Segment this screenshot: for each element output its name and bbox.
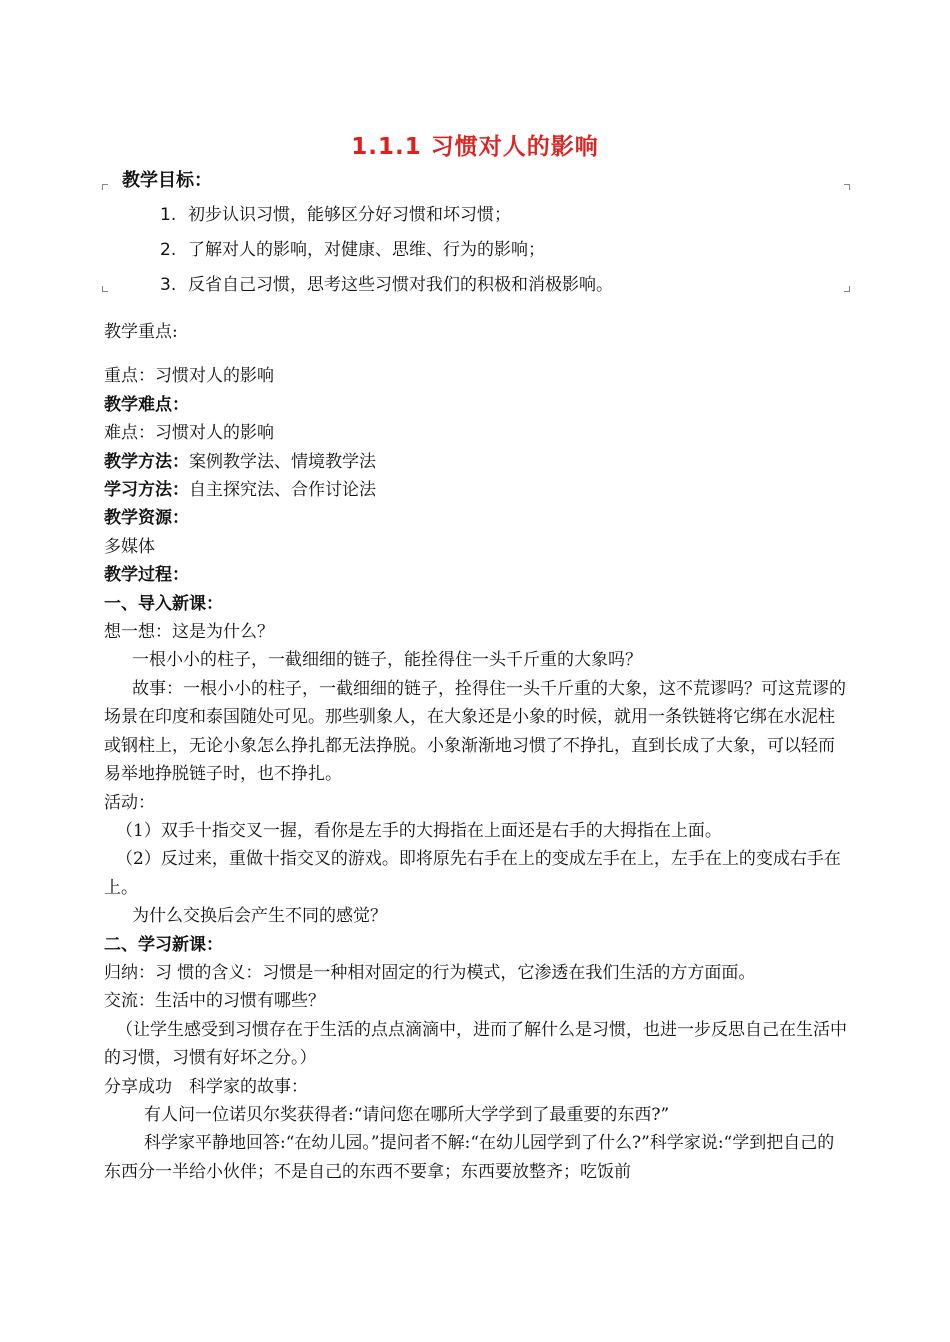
corner-mark — [102, 286, 108, 292]
teaching-goals-box — [104, 162, 848, 295]
note-paragraph: （让学生感受到习惯存在于生活的点点滴滴中，进而了解什么是习惯，也进一步反思自己在生活中的习惯，习惯有好坏之分。） — [104, 1019, 847, 1069]
activity-label: 活动： — [104, 792, 155, 813]
share-heading: 分享成功 科学家的故事： — [104, 1076, 308, 1097]
summary-paragraph: 归纳：习 惯的含义：习惯是一种相对固定的行为模式，它渗透在我们生活的方方面面。 — [104, 962, 756, 983]
goal-item — [160, 233, 613, 268]
process-label: 教学过程： — [104, 565, 189, 586]
teaching-method — [104, 448, 850, 476]
corner-mark — [844, 184, 850, 190]
question-paragraph: 一根小小的柱子，一截细细的链子，能拴得住一头千斤重的大象吗？ — [132, 650, 642, 671]
goals-list — [160, 198, 613, 303]
page-title: 1.1.1 习惯对人的影响 — [351, 134, 599, 160]
think-prompt: 想一想：这是为什么？ — [104, 622, 274, 643]
goal-text: 反省自己习惯，思考这些习惯对我们的积极和消极影响。 — [188, 275, 613, 295]
teaching-method-value: 案例教学法、情境教学法 — [189, 451, 376, 472]
section1-title: 一、导入新课： — [104, 593, 223, 614]
resources: 多媒体 — [104, 536, 155, 557]
difficulty: 难点：习惯对人的影响 — [104, 423, 274, 444]
key-points: 重点：习惯对人的影响 — [104, 366, 274, 387]
learning-method-value: 自主探究法、合作讨论法 — [189, 480, 376, 501]
story3-paragraph: 科学家平静地回答:“在幼儿园。”提问者不解:“在幼儿园学到了什么?”科学家说:“学到把自己的东西分一半给小伙伴；不是自己的东西不要拿；东西要放整齐；吃饭前 — [104, 1133, 835, 1182]
story2-paragraph: 有人问一位诺贝尔奖获得者:“请问您在哪所大学学到了最重要的东西?” — [144, 1104, 670, 1125]
activity-step-2: （2）反过来，重做十指交叉的游戏。即将原先右手在上的变成左手在上，左手在上的变成右手在上。 — [104, 849, 841, 898]
activity-step-1: （1）双手十指交叉一握，看你是左手的大拇指在上面还是右手的大拇指在上面。 — [116, 820, 722, 841]
story-paragraph: 故事：一根小小的柱子，一截细细的链子，拴得住一头千斤重的大象，这不荒谬吗？可这荒谬的场景在印度和泰国随处可见。那些驯象人，在大象还是小象的时候，就用一条铁链将它绑在水泥柱或钢柱上，无论小象怎么挣扎都无法挣脱。小象渐渐地习惯了不挣扎，直到长成了大象，可以轻而易举地挣脱链子时，也不挣扎。 — [104, 678, 846, 785]
goal-item — [160, 268, 613, 303]
section2-title: 二、学习新课： — [104, 934, 223, 955]
goal-item — [160, 198, 613, 233]
corner-mark — [844, 286, 850, 292]
why-question: 为什么交换后会产生不同的感觉？ — [132, 906, 387, 927]
learning-method — [104, 476, 850, 504]
exchange-paragraph: 交流：生活中的习惯有哪些？ — [104, 991, 325, 1012]
goal-text: 了解对人的影响，对健康、思维、行为的影响； — [188, 240, 545, 260]
teaching-method-label: 教学方法： — [104, 451, 189, 472]
goal-number: 2. — [160, 240, 177, 260]
goal-number: 3. — [160, 275, 177, 295]
key-points-label: 教学重点: — [104, 322, 178, 342]
goal-text: 初步认识习惯，能够区分好习惯和坏习惯； — [188, 205, 511, 225]
learning-method-label: 学习方法： — [104, 480, 189, 501]
difficulty-label: 教学难点： — [104, 394, 189, 415]
document-body — [104, 318, 850, 1186]
goals-heading: 教学目标： — [122, 170, 212, 191]
goal-number: 1. — [160, 205, 177, 225]
resources-label: 教学资源： — [104, 508, 189, 529]
corner-mark — [102, 184, 108, 190]
